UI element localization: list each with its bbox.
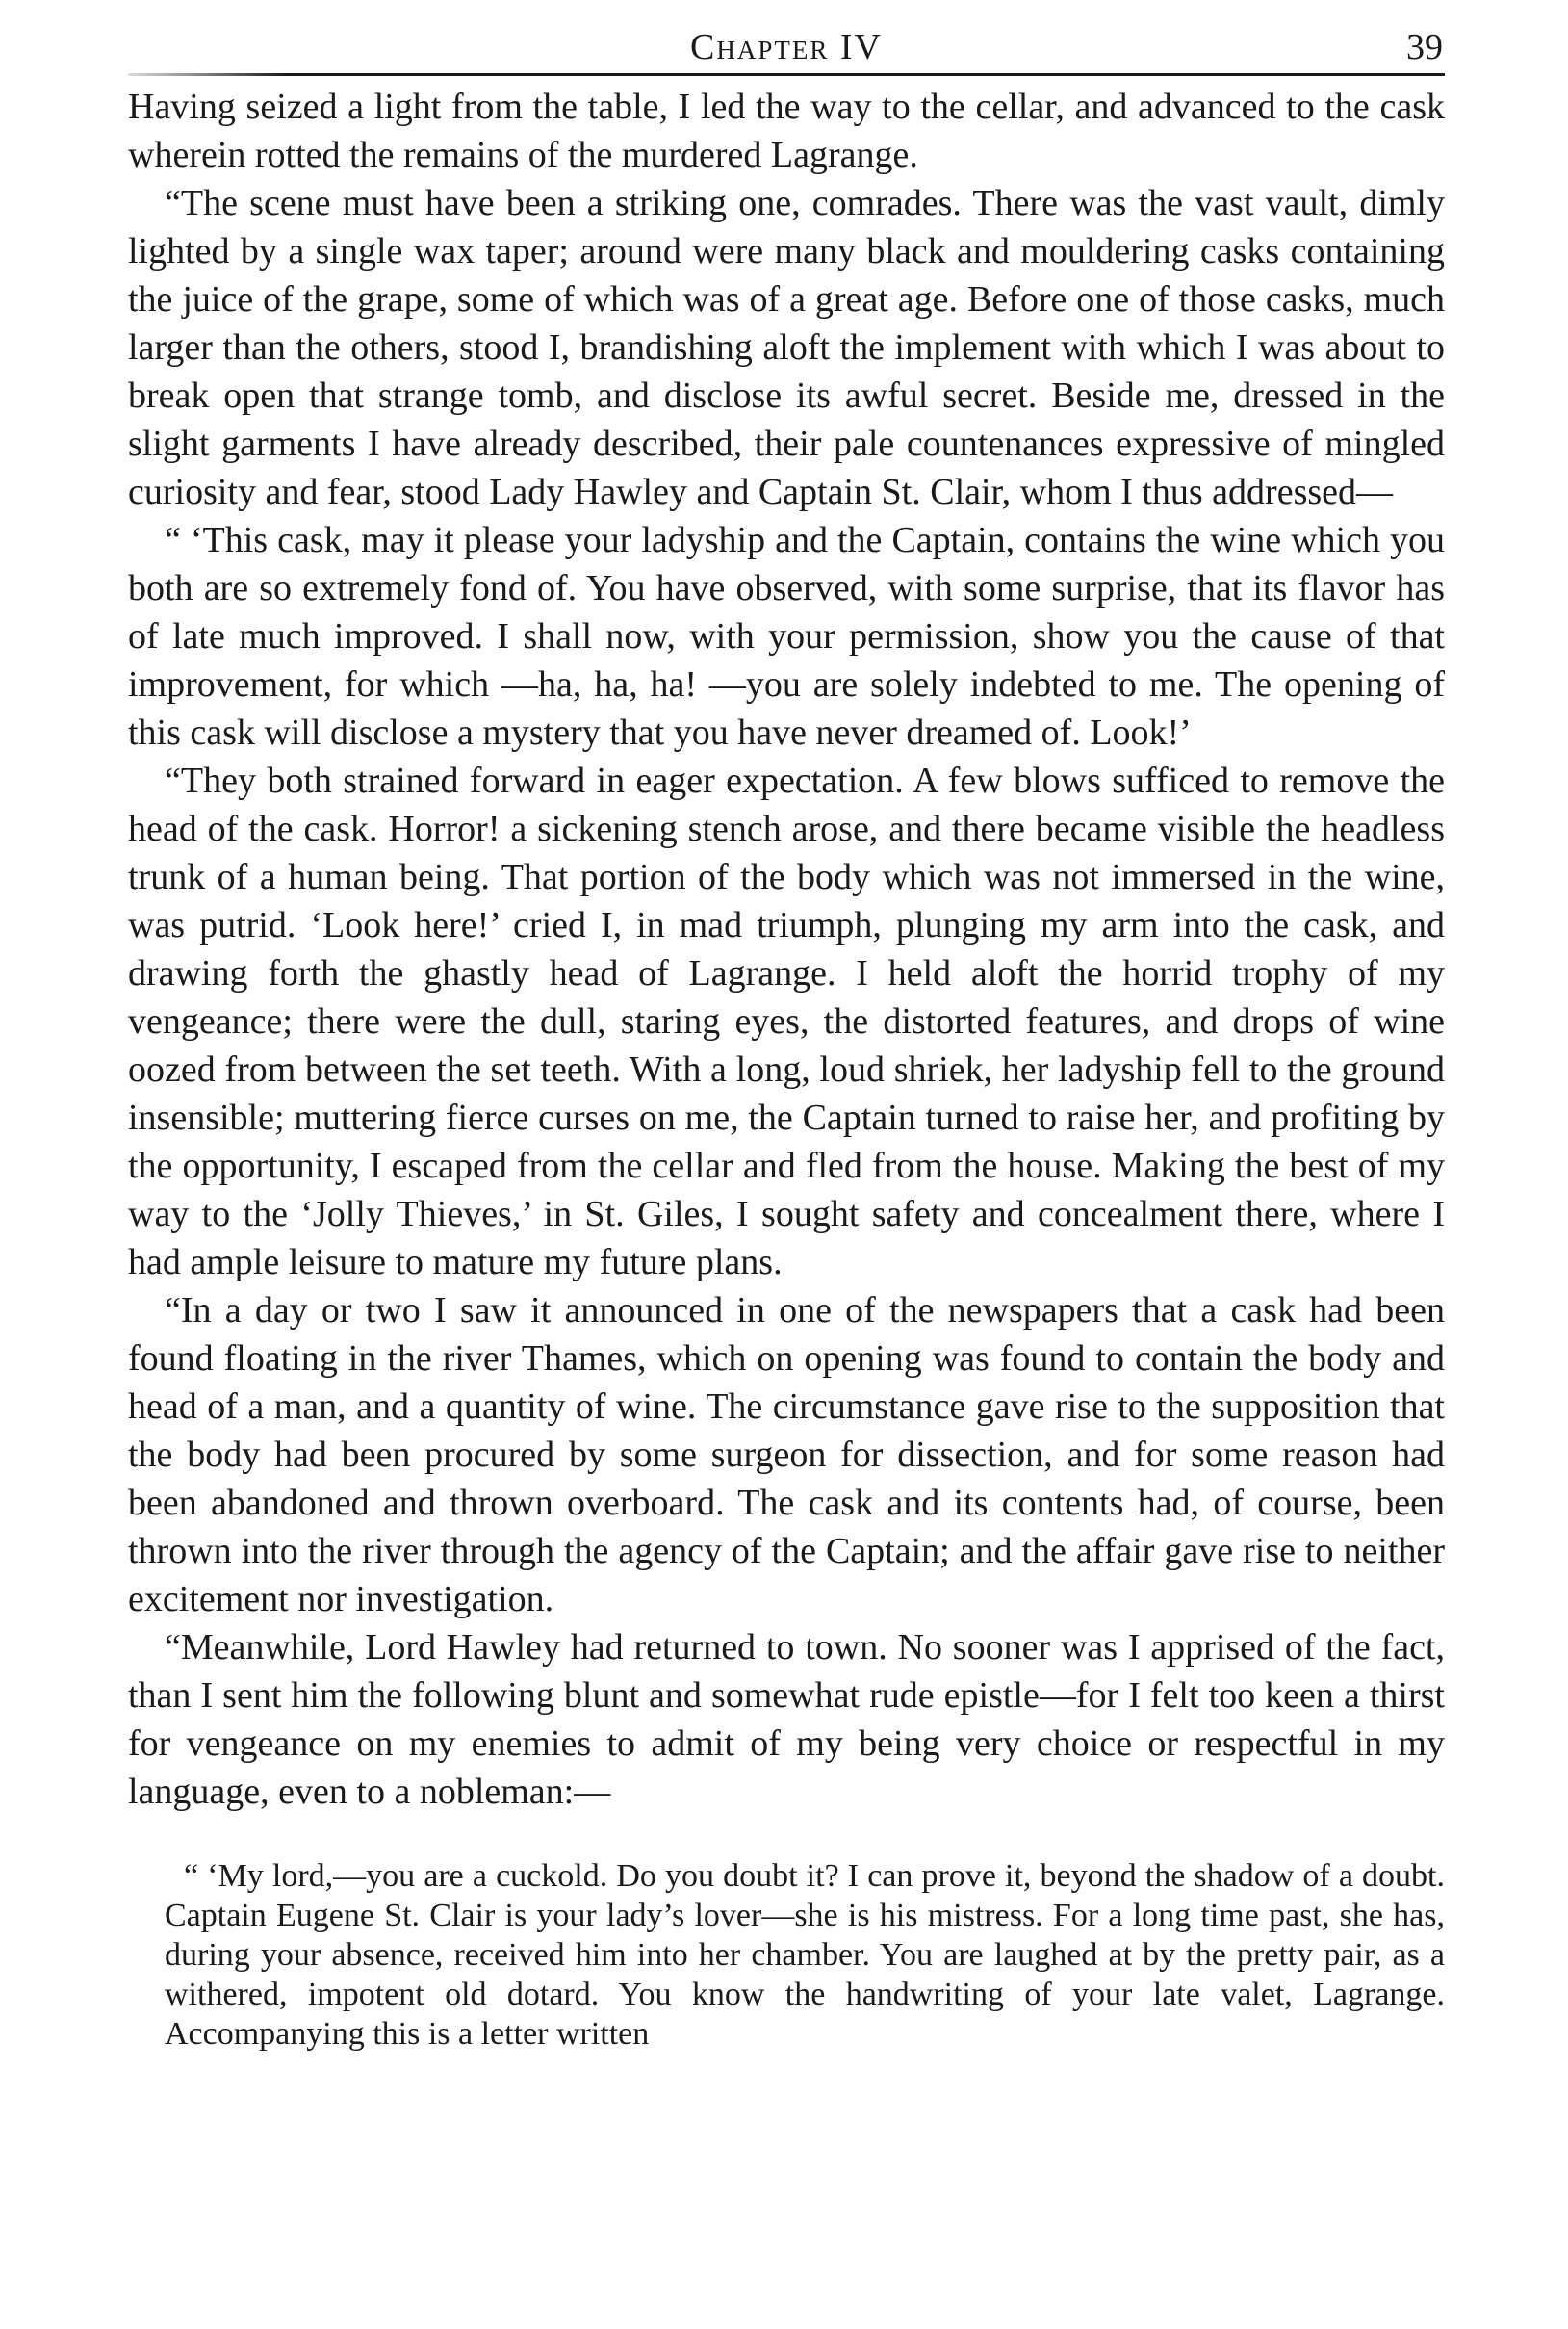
paragraph: “They both strained forward in eager expectation. A few blows sufficed to remove the head of the cask. Horror! a sickening stench arose, and there became visible the headless trunk of a human being. That portion of the body which was not immersed in the wine, was putrid. ‘Look here!’ cried I, in mad triumph, plunging my arm into the cask, and drawing forth the ghastly head of Lagrange. I held aloft the horrid trophy of my vengeance; there were the dull, staring eyes, the distorted features, and drops of wine oozed from between the set teeth. With a long, loud shriek, her ladyship fell to the ground insensible; muttering fierce curses on me, the Captain turned to raise her, and profiting by the opportunity, I escaped from the cellar and fled from the house. Making the best of my way to the ‘Jolly Thieves,’ in St. Giles, I sought safety and concealment there, where I had ample leisure to mature my future plans. — [128, 761, 1445, 1282]
paragraph: Having seized a light from the table, I led the way to the cellar, and advanced to the cask wherein rotted the remains of the murdered Lagrange. — [128, 87, 1445, 175]
paragraph: “ ‘This cask, may it please your ladyship and the Captain, contains the wine which you both are so extremely fond of. You have observed, with some surprise, that its flavor has of late much improved. I shall now, with your permission, show you the cause of that improvement, for which —ha, ha, ha! —you are solely indebted to me. The opening of this cask will disclose a mystery that you have never dreamed of. Look!’ — [128, 520, 1445, 753]
paragraph: “Meanwhile, Lord Hawley had returned to town. No sooner was I apprised of the fact, than I sent him the following blunt and somewhat rude epistle—for I felt too keen a thirst for vengeance on my enemies to admit of my being very choice or respectful in my language, even to a nobleman:— — [128, 1627, 1445, 1812]
header-rule — [128, 73, 1445, 76]
page-number: 39 — [1406, 27, 1443, 67]
chapter-title: Chapter IV — [690, 27, 883, 67]
quoted-letter — [128, 1856, 1445, 2054]
letter-text: “ ‘My lord,—you are a cuckold. Do you doubt it? I can prove it, beyond the shadow of a doubt. Captain Eugene St. Clair is your lady’s lover—she is his mistress. For a long time past, she has, during your absence, received him into her chamber. You are laughed at by the pretty pair, as a withered, impotent old dotard. You know the handwriting of your late valet, Lagrange. Accompanying this is a letter written — [165, 1858, 1445, 2052]
book-page — [128, 21, 1445, 2054]
paragraph: “The scene must have been a striking one, comrades. There was the vast vault, dimly lighted by a single wax taper; around were many black and mouldering casks containing the juice of the grape, some of which was of a great age. Before one of those casks, much larger than the others, stood I, brandishing aloft the implement with which I was about to break open that strange tomb, and disclose its awful secret. Beside me, dressed in the slight garments I have already described, their pale countenances expressive of mingled curiosity and fear, stood Lady Hawley and Captain St. Clair, whom I thus addressed— — [128, 183, 1445, 512]
paragraph: “In a day or two I saw it announced in one of the newspapers that a cask had been found floating in the river Thames, which on opening was found to contain the body and head of a man, and a quantity of wine. The circumstance gave rise to the supposition that the body had been procured by some surgeon for dissection, and for some reason had been abandoned and thrown overboard. The cask and its contents had, of course, been thrown into the river through the agency of the Captain; and the affair gave rise to neither excitement nor investigation. — [128, 1290, 1445, 1619]
running-header — [128, 21, 1445, 81]
body-text — [128, 83, 1445, 1816]
